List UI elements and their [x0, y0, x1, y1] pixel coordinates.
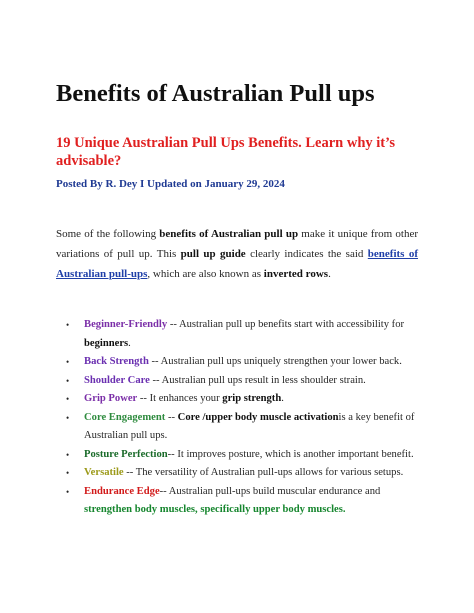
bullet-icon: • — [66, 486, 70, 497]
benefit-text-after: . — [281, 393, 284, 404]
benefit-term: Posture Perfection — [84, 448, 168, 460]
benefit-bold: beginners — [84, 337, 129, 349]
benefit-item — [56, 353, 426, 372]
bullet-icon: • — [66, 449, 70, 460]
intro-text: make it unique from other variations of pull up. This — [56, 228, 419, 260]
benefit-bold: Core /upper body muscle activation — [177, 411, 339, 423]
intro-text: clearly indicates the said — [245, 248, 368, 260]
benefit-text: -- — [165, 411, 178, 423]
benefit-term: Shoulder Care — [84, 374, 150, 386]
bullet-icon: • — [66, 375, 70, 386]
benefit-text-after: . — [128, 337, 131, 349]
bullet-icon: • — [66, 394, 70, 404]
benefit-bold-green: strengthen body muscles, specifically upper body muscles. — [84, 504, 346, 515]
benefit-text: -- The versatility of Australian pull-ups allows for various setups. — [123, 467, 404, 478]
benefit-item — [56, 483, 426, 520]
benefits-link[interactable]: benefits of Australian pull-ups — [56, 248, 419, 280]
intro-paragraph — [56, 224, 418, 284]
benefit-text: -- It improves posture, which is another important benefit. — [167, 448, 414, 460]
benefit-term: Endurance Edge — [84, 485, 160, 497]
benefit-text: -- Australian pull up benefits start with accessibility for — [167, 319, 405, 330]
benefit-item — [56, 446, 426, 465]
benefit-text-after: is a key benefit of Australian pull ups. — [84, 411, 415, 441]
benefit-item — [56, 372, 426, 391]
benefit-term: Back Strength — [84, 356, 149, 367]
posted-by-line: Posted By R. Dey I Updated on January 29, 2024 — [56, 178, 285, 190]
intro-bold-inverted-rows: inverted rows — [263, 268, 329, 280]
intro-bold-benefits: benefits of Australian pull up — [159, 228, 299, 240]
bullet-icon: • — [66, 412, 70, 423]
benefit-item — [56, 464, 426, 483]
benefit-term: Versatile — [84, 467, 124, 478]
bullet-icon: • — [66, 468, 70, 478]
benefit-item — [56, 409, 426, 446]
benefit-text: -- Australian pull-ups build muscular endurance and — [159, 485, 381, 497]
benefit-text: -- Australian pull ups uniquely strengthen your lower back. — [148, 356, 402, 367]
benefit-text: -- Australian pull ups result in less shoulder strain. — [149, 374, 366, 386]
benefit-text: -- It enhances your — [137, 393, 223, 404]
benefit-bold: grip strength — [222, 393, 282, 404]
intro-text: . — [328, 268, 331, 280]
benefit-term: Grip Power — [84, 393, 138, 404]
intro-text: , which are also known as — [147, 268, 264, 280]
benefit-term: Core Engagement — [84, 411, 166, 423]
bullet-icon: • — [66, 357, 70, 367]
page-subtitle: 19 Unique Australian Pull Ups Benefits. Learn why it’s advisable? — [56, 135, 396, 169]
intro-text: Some of the following — [56, 228, 160, 240]
intro-bold-guide: pull up guide — [180, 248, 246, 260]
benefit-item — [56, 316, 426, 353]
bullet-icon: • — [66, 320, 70, 330]
benefits-list — [56, 316, 426, 520]
page-title: Benefits of Australian Pull ups — [56, 80, 375, 107]
benefit-item — [56, 390, 426, 409]
benefit-term: Beginner-Friendly — [84, 319, 168, 330]
